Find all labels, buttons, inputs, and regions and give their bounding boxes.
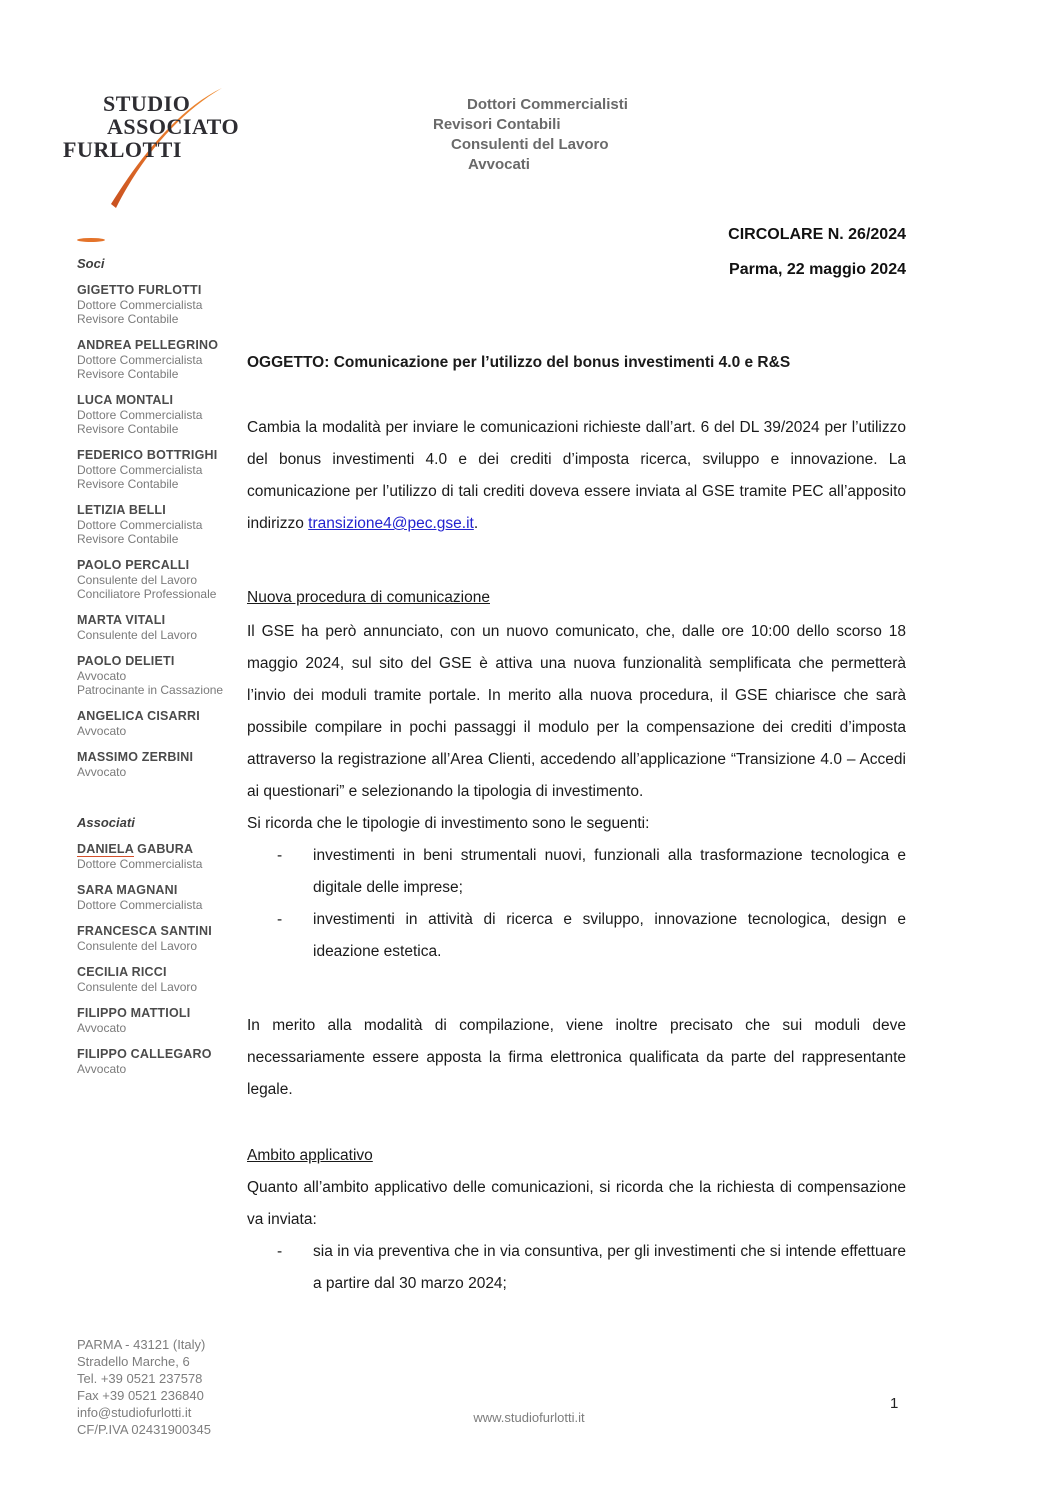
paragraph-procedura: Il GSE ha però annunciato, con un nuovo comunicato, che, dalle ore 10:00 dello scorso 18 maggio 2024, sul sito del GSE è attiva una nuova funzionalità semplificata che permetterà l’invio dei moduli tramite portale. In merito alla nuova procedura, il GSE chiarisce che sarà possibile compilare in pochi passaggi il modulo per la compensazione dei crediti d’imposta attraverso la registrazione all’Area Clienti, accedendo all’applicazione “Transizione 4.0 – Accedi ai questionari” e selezionando la tipologia di investimento.: [247, 623, 906, 800]
person-role: Dottore Commercialista: [77, 353, 203, 367]
bullet-dash-icon: -: [277, 1243, 283, 1260]
person-name: FILIPPO MATTIOLI: [77, 1006, 191, 1020]
person-role: Revisore Contabile: [77, 477, 179, 491]
page-number: 1: [890, 1395, 899, 1412]
list-item: [77, 393, 242, 436]
paragraph-text: .: [473, 515, 479, 532]
logo-line: FURLOTTI: [63, 137, 182, 162]
person-role: Dottore Commercialista: [77, 857, 203, 871]
person-name: FEDERICO BOTTRIGHI: [77, 448, 218, 462]
list-item: [77, 750, 242, 779]
person-role: Avvocato: [77, 724, 127, 738]
person-name: MARTA VITALI: [77, 613, 166, 627]
section-heading-nuova-procedura: Nuova procedura di comunicazione: [247, 589, 490, 606]
person-name: ANDREA PELLEGRINO: [77, 338, 219, 352]
person-role: Avvocato: [77, 1021, 127, 1035]
person-name: PAOLO PERCALLI: [77, 558, 190, 572]
address-line: Fax +39 0521 236840: [77, 1388, 204, 1403]
person-role: Dottore Commercialista: [77, 898, 203, 912]
person-name: CECILIA RICCI: [77, 965, 167, 979]
logo-line: STUDIO: [103, 91, 191, 116]
address-line: CF/P.IVA 02431900345: [77, 1422, 211, 1437]
person-name: GIGETTO FURLOTTI: [77, 283, 202, 297]
paragraph-tipologie-intro: Si ricorda che le tipologie di investimento sono le seguenti:: [247, 815, 650, 832]
bullet-text: investimenti in attività di ricerca e sviluppo, innovazione tecnologica, design e ideazione estetica.: [313, 911, 906, 960]
person-role: Conciliatore Professionale: [77, 587, 217, 601]
person-role: Avvocato: [77, 669, 127, 683]
pec-email-link[interactable]: transizione4@pec.gse.it: [308, 515, 474, 532]
list-item: [77, 1047, 242, 1076]
profession-line: Dottori Commercialisti: [467, 96, 628, 113]
footer-website: www.studiofurlotti.it: [473, 1410, 585, 1425]
person-name: SARA MAGNANI: [77, 883, 178, 897]
person-role: Dottore Commercialista: [77, 408, 203, 422]
person-name-part: GABURA: [133, 842, 194, 856]
person-name: PAOLO DELIETI: [77, 654, 175, 668]
list-item: [77, 709, 242, 738]
person-role: Consulente del Lavoro: [77, 628, 198, 642]
person-name: FRANCESCA SANTINI: [77, 924, 212, 938]
subject-line: OGGETTO: Comunicazione per l’utilizzo del bonus investimenti 4.0 e R&S: [247, 354, 791, 371]
person-name: ANGELICA CISARRI: [77, 709, 200, 723]
address-line: PARMA - 43121 (Italy): [77, 1337, 206, 1352]
person-role: Revisore Contabile: [77, 422, 179, 436]
person-role: Dottore Commercialista: [77, 463, 203, 477]
person-role: Revisore Contabile: [77, 312, 179, 326]
list-item: [77, 1006, 242, 1035]
list-item: [77, 924, 242, 953]
address-line: Stradello Marche, 6: [77, 1354, 190, 1369]
bullet-item: [247, 840, 906, 904]
circular-meta: [560, 226, 906, 279]
bullet-item: [247, 904, 906, 968]
bullet-dash-icon: -: [277, 911, 283, 928]
paragraph-text: Cambia la modalità per inviare le comunicazioni richieste dall’art. 6 del DL 39/2024 per l’utilizzo del bonus investimenti 4.0 e dei crediti d’imposta ricerca, sviluppo e innovazione. La comunicazione per l’utilizzo di tali crediti doveva essere inviata al GSE tramite PEC all’apposito indirizzo: [247, 419, 906, 532]
person-role: Avvocato: [77, 1062, 127, 1076]
accent-dash-icon: [77, 238, 105, 242]
person-name-part: DANIELA: [77, 842, 134, 856]
person-name: [77, 842, 242, 857]
list-item: [77, 613, 242, 642]
logo-line: ASSOCIATO: [107, 114, 240, 139]
address-line: info@studiofurlotti.it: [77, 1405, 192, 1420]
bullet-text: sia in via preventiva che in via consuntiva, per gli investimenti che si intende effettuare a partire dal 30 marzo 2024;: [313, 1243, 906, 1292]
paragraph-firma: In merito alla modalità di compilazione, viene inoltre precisato che sui moduli deve necessariamente essere apposta la firma elettronica qualificata da parte del rappresentante legale.: [247, 1017, 906, 1098]
person-role: Consulente del Lavoro: [77, 939, 198, 953]
bullet-item: [247, 1236, 906, 1300]
address-line: Tel. +39 0521 237578: [77, 1371, 203, 1386]
bullet-dash-icon: -: [277, 847, 283, 864]
list-item: [77, 283, 242, 326]
person-role: Avvocato: [77, 765, 127, 779]
studio-logo: [63, 92, 239, 161]
bullet-text: investimenti in beni strumentali nuovi, funzionali alla trasformazione tecnologica e digitale delle imprese;: [313, 847, 906, 896]
paragraph-intro: [247, 412, 906, 540]
list-item: [77, 338, 242, 381]
list-item: [77, 448, 242, 491]
person-name: LETIZIA BELLI: [77, 503, 166, 517]
person-role: Dottore Commercialista: [77, 518, 203, 532]
profession-line: Revisori Contabili: [433, 116, 561, 133]
person-role: Dottore Commercialista: [77, 298, 203, 312]
letter-body: [247, 352, 906, 1300]
circular-number: CIRCOLARE N. 26/2024: [728, 226, 906, 243]
profession-line: Avvocati: [468, 156, 530, 173]
person-role: Consulente del Lavoro: [77, 573, 198, 587]
person-role: Revisore Contabile: [77, 367, 179, 381]
list-item: [77, 965, 242, 994]
person-name: MASSIMO ZERBINI: [77, 750, 194, 764]
partners-sidebar: [77, 238, 242, 1088]
associati-label: Associati: [77, 815, 135, 830]
list-item: [77, 558, 242, 601]
paragraph-ambito: Quanto all’ambito applicativo delle comunicazioni, si ricorda che la richiesta di compensazione va inviata:: [247, 1179, 906, 1228]
list-item: [77, 654, 242, 697]
person-name: FILIPPO CALLEGARO: [77, 1047, 212, 1061]
list-item: [77, 883, 242, 912]
section-heading-ambito: Ambito applicativo: [247, 1147, 373, 1164]
soci-label: Soci: [77, 256, 105, 271]
list-item: [77, 503, 242, 546]
person-role: Patrocinante in Cassazione: [77, 683, 224, 697]
professions-list: [433, 95, 628, 175]
place-date: Parma, 22 maggio 2024: [729, 261, 906, 278]
person-role: Consulente del Lavoro: [77, 980, 198, 994]
person-role: Revisore Contabile: [77, 532, 179, 546]
person-name: LUCA MONTALI: [77, 393, 174, 407]
list-item: [77, 842, 242, 871]
profession-line: Consulenti del Lavoro: [451, 136, 609, 153]
